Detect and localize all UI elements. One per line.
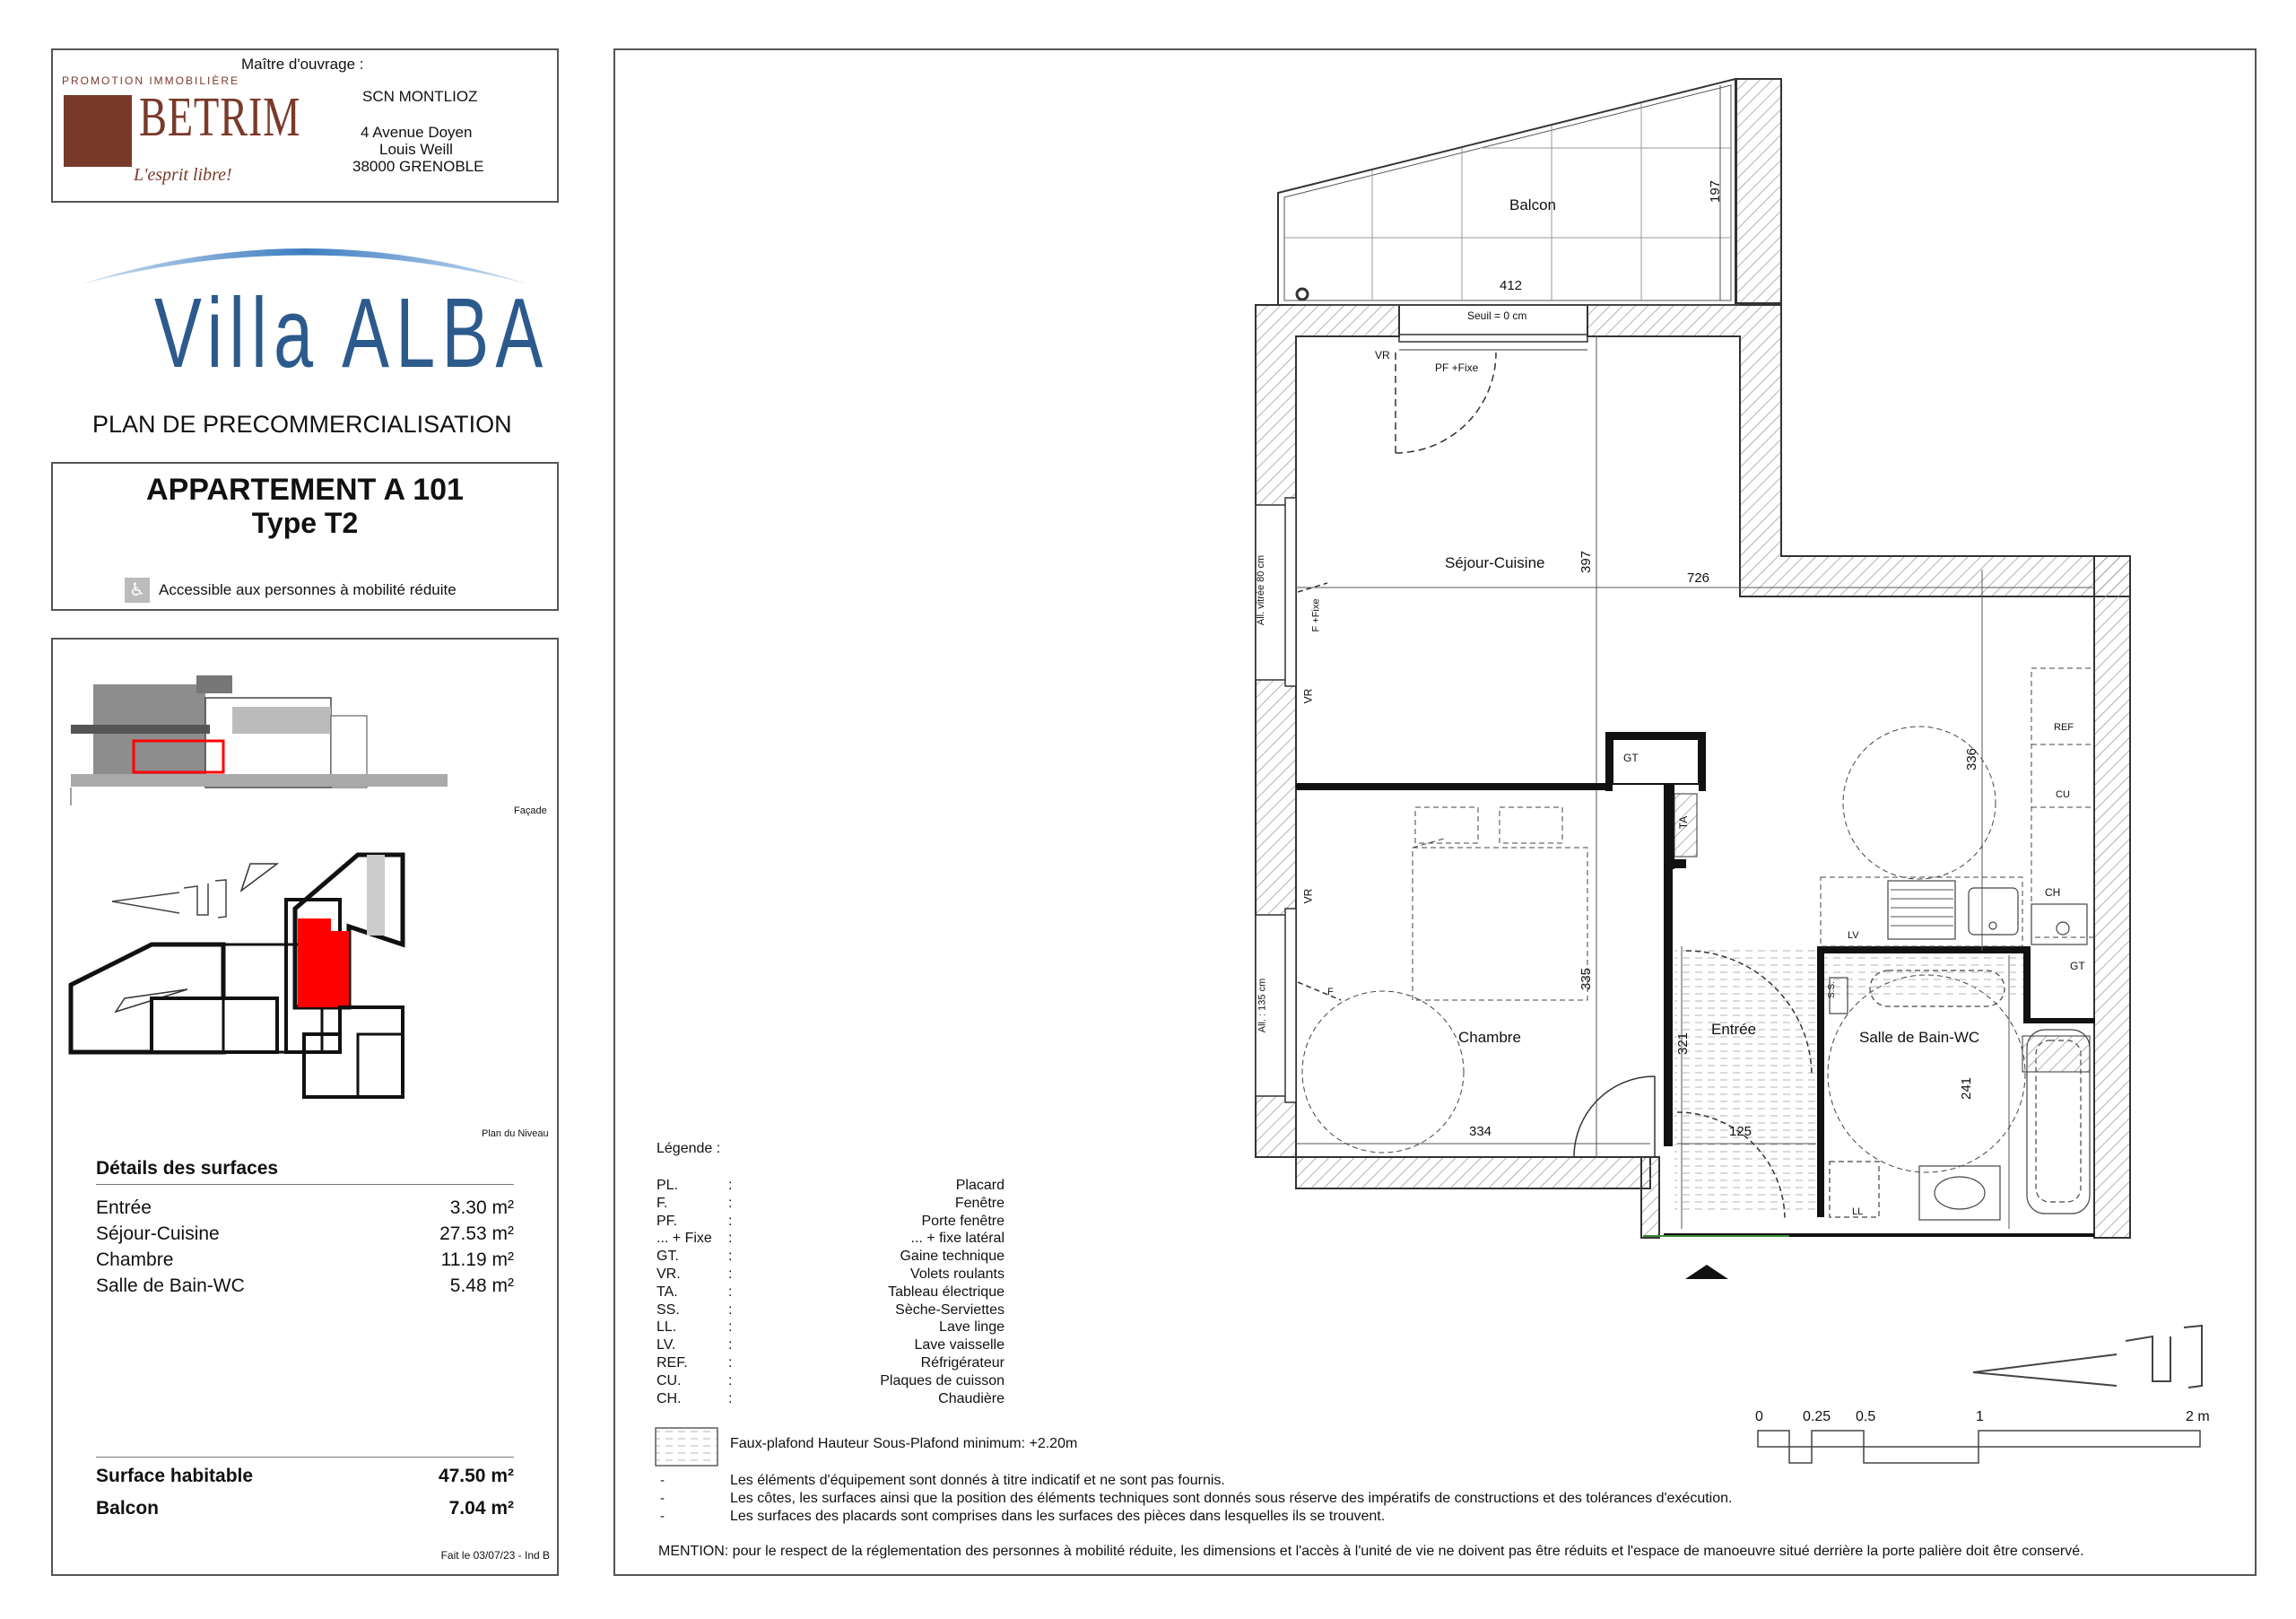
label-ch: CH — [2045, 886, 2061, 899]
scale-tick-4: 2 m — [2186, 1409, 2210, 1424]
note-dash: - — [660, 1491, 665, 1506]
legend-item: PL. : Placard — [657, 1178, 1004, 1193]
legend-item: LV. : Lave vaisselle — [657, 1337, 1004, 1354]
project-logo: Villa ALBA — [154, 278, 550, 388]
legend-item: ... + Fixe : ... + fixe latéral — [657, 1231, 1004, 1247]
facade-caption: Façade — [514, 805, 547, 816]
label-vr3: VR — [1301, 888, 1315, 904]
scale-tick-1: 0.25 — [1803, 1409, 1831, 1424]
apartment-type: Type T2 — [251, 507, 359, 539]
kitchen — [1821, 668, 2094, 1172]
room-chambre: Chambre — [1458, 1029, 1521, 1046]
room-sejour: Séjour-Cuisine — [1445, 554, 1545, 571]
dim-397: 397 — [1578, 550, 1595, 574]
north-arrow-icon — [1973, 1326, 2202, 1388]
dim-336: 336 — [1964, 747, 1980, 771]
label-ss: S.S. — [1826, 981, 1837, 998]
legend-item: F. : Fenêtre — [657, 1195, 1004, 1211]
label-f: F — [1327, 987, 1334, 997]
label-gt2: GT — [2070, 960, 2085, 972]
label-gt1: GT — [1623, 752, 1639, 764]
legend-item: GT. : Gaine technique — [657, 1249, 1004, 1265]
legend-item: PF. : Porte fenêtre — [657, 1213, 1004, 1229]
label-ta: TA — [1677, 815, 1691, 830]
legend-item: SS. : Sèche-Serviettes — [657, 1301, 1004, 1318]
entrance-arrow-icon — [1685, 1265, 1728, 1279]
balcony-door — [1396, 335, 1587, 453]
surfaces-title: Détails des surfaces — [96, 1158, 279, 1179]
label-allege135: All. : 135 cm — [1257, 978, 1268, 1033]
legend-item: LL. : Lave linge — [657, 1319, 1004, 1336]
label-ll: LL — [1852, 1206, 1864, 1217]
room-balcon: Balcon — [1509, 196, 1556, 213]
legend-item: VR. : Volets roulants — [657, 1266, 1004, 1282]
entree-ceiling — [1674, 946, 1816, 1215]
bedroom-furniture — [1302, 807, 1587, 1153]
brand-tagline: L'esprit libre! — [134, 165, 232, 185]
owner-heading: Maître d'ouvrage : — [241, 56, 364, 73]
thumb-north-arrow-icon — [112, 880, 226, 918]
legend-item: CH. : Chaudière — [657, 1390, 1004, 1406]
dim-321: 321 — [1675, 1031, 1692, 1056]
apartment-title: APPARTEMENT A 101 — [146, 473, 464, 507]
seuil-note: Seuil = 0 cm — [1467, 309, 1527, 322]
label-f-fixe: F +Fixe — [1310, 598, 1322, 632]
dim-125: 125 — [1729, 1124, 1752, 1139]
label-cu: CU — [2056, 789, 2070, 800]
owner-address-1: 4 Avenue Doyen — [361, 124, 473, 141]
dim-726: 726 — [1687, 570, 1710, 586]
label-pf-fixe: PF +Fixe — [1435, 361, 1479, 374]
room-sdb: Salle de Bain-WC — [1859, 1029, 1980, 1046]
mention: MENTION: pour le respect de la réglementation des personnes à mobilité réduite, les dimensions et l'accès à l'unité de vie ne doivent pas être réduits et l'espace de manoeuvre situé derrière la porte palière doit être conservé. — [658, 1544, 2084, 1559]
ceiling-note: Faux-plafond Hauteur Sous-Plafond minimum: +2.20m — [730, 1436, 1078, 1451]
label-allege80: All. vitrée 80 cm — [1256, 554, 1267, 626]
balcony — [1278, 79, 1781, 305]
note-3: Les surfaces des placards sont comprises dans les surfaces des pièces dans lesquelles ils se trouvent. — [730, 1509, 1386, 1524]
note-dash: - — [660, 1509, 665, 1524]
note-1: Les éléments d'équipement sont donnés à titre indicatif et ne sont pas fournis. — [730, 1473, 1225, 1488]
owner-address-2: Louis Weill — [379, 141, 453, 158]
ceiling-swatch — [656, 1428, 718, 1466]
scale-tick-3: 1 — [1976, 1409, 1984, 1424]
label-lv: LV — [1848, 930, 1859, 941]
label-vr2: VR — [1301, 688, 1315, 704]
label-ref: REF — [2054, 722, 2074, 733]
details-box: Façade Plan du Niveau Détails des surfaces Entrée 3.30 m² Séjour-Cuisine 27.53 m² Chambre 11.19 m² Salle de Bain-WC 5.48 m² Surface habitable 47.50 m² Balcon 7.04 m² Fait le 03/07/23 - Ind B — [51, 638, 559, 1576]
legend-item: TA. : Tableau électrique — [657, 1284, 1004, 1300]
room-entree: Entrée — [1711, 1021, 1757, 1038]
wheelchair-icon: ♿ — [125, 578, 150, 603]
dim-412: 412 — [1500, 278, 1523, 293]
accessibility-note: Accessible aux personnes à mobilité réduite — [159, 581, 457, 598]
level-caption: Plan du Niveau — [482, 1128, 549, 1139]
dim-334: 334 — [1469, 1124, 1492, 1139]
brand-top: PROMOTION IMMOBILIÈRE — [62, 74, 240, 87]
scale-tick-2: 0.5 — [1856, 1409, 1876, 1424]
brand-name: BETRIM — [139, 87, 301, 148]
dim-197: 197 — [1708, 179, 1724, 204]
legend-list — [657, 1178, 1004, 1411]
owner-company: SCN MONTLIOZ — [362, 88, 478, 105]
plan-title: PLAN DE PRECOMMERCIALISATION — [92, 411, 512, 438]
note-dash: - — [660, 1473, 665, 1488]
dim-241: 241 — [1959, 1076, 1975, 1101]
legend-title: Légende : — [657, 1141, 721, 1156]
scale-bar — [1758, 1431, 2200, 1463]
label-vr1: VR — [1375, 349, 1390, 361]
owner-address-3: 38000 GRENOBLE — [352, 158, 484, 175]
scale-tick-0: 0 — [1755, 1409, 1763, 1424]
dim-335: 335 — [1578, 967, 1595, 991]
date-note: Fait le 03/07/23 - Ind B — [440, 1549, 550, 1562]
legend-item: REF. : Réfrigérateur — [657, 1355, 1004, 1371]
note-2: Les côtes, les surfaces ainsi que la position des éléments techniques sont donnés sous réserve des impératifs de constructions et des tolérances d'exécution. — [730, 1491, 1733, 1506]
legend-item: CU. : Plaques de cuisson — [657, 1372, 1004, 1388]
